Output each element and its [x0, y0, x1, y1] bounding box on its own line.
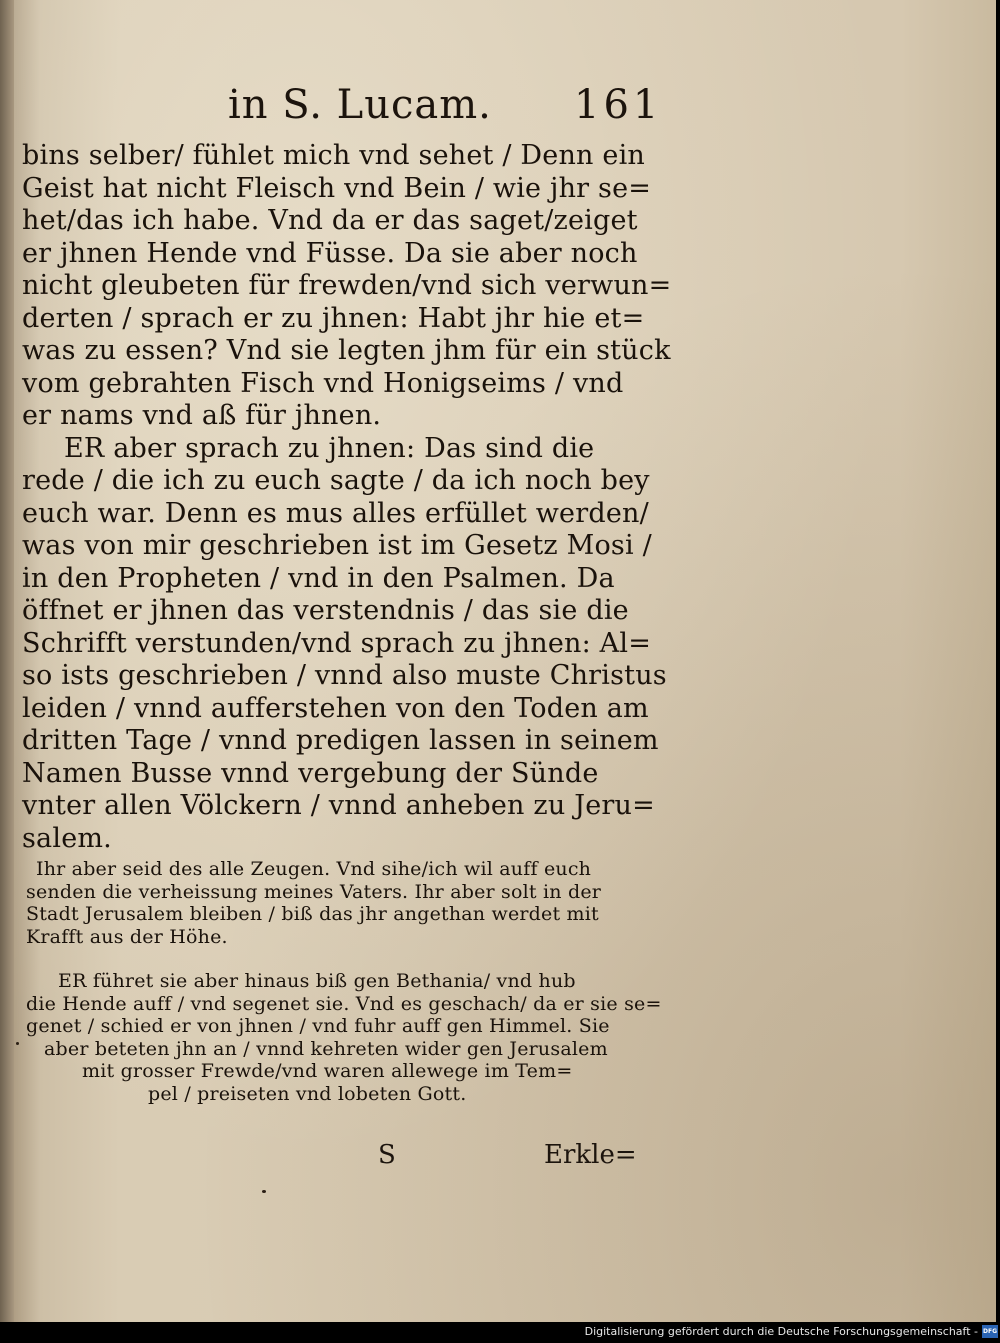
- text-line: öffnet er jhnen das verstendnis / das sie die: [22, 595, 629, 626]
- ink-speck: [16, 1042, 19, 1045]
- text-line: was von mir geschrieben ist im Gesetz Mosi /: [22, 530, 652, 561]
- page-gutter-shadow: [0, 0, 14, 1322]
- text-line: leiden / vnnd aufferstehen von den Toden am: [22, 692, 649, 724]
- text-line: Stadt Jerusalem bleiben / biß das jhr angethan werdet mit: [26, 903, 599, 925]
- digitization-footer: [0, 1322, 1000, 1343]
- page-foot-marks: [0, 1140, 996, 1180]
- text-line: bins selber/ fühlet mich vnd sehet / Denn ein: [22, 140, 646, 171]
- main-text-block: [22, 140, 672, 855]
- page-number: 161: [574, 82, 663, 128]
- catchword: Erkle=: [544, 1140, 637, 1170]
- text-line: aber beteten jhn an / vnnd kehreten wider gen Jerusalem: [44, 1037, 608, 1060]
- text-line: mit grosser Frewde/vnd waren allewege im Tem=: [82, 1060, 573, 1082]
- small-paragraph-1: [26, 858, 666, 948]
- text-line: derten / sprach er zu jhnen: Habt jhr hie et=: [22, 302, 645, 334]
- small-paragraph-2: [26, 970, 666, 1105]
- text-line: Geist hat nicht Fleisch vnd Bein / wie jhr se=: [22, 172, 652, 204]
- text-line: genet / schied er von jhnen / vnd fuhr auff gen Himmel. Sie: [26, 1015, 610, 1037]
- text-line: die Hende auff / vnd segenet sie. Vnd es geschach/ da er sie se=: [26, 992, 662, 1015]
- text-line: dritten Tage / vnnd predigen lassen in seinem: [22, 725, 659, 756]
- dfg-logo-icon: DFG: [982, 1325, 998, 1338]
- text-line: Ihr aber seid des alle Zeugen. Vnd sihe/ich wil auff euch: [36, 858, 592, 880]
- text-line: pel / preiseten vnd lobeten Gott.: [148, 1082, 467, 1105]
- text-line: ER aber sprach zu jhnen: Das sind die: [64, 432, 595, 464]
- text-line: senden die verheissung meines Vaters. Ihr aber solt in der: [26, 880, 602, 903]
- text-line: ER führet sie aber hinaus biß gen Bethania/ vnd hub: [58, 970, 576, 992]
- text-line: rede / die ich zu euch sagte / da ich noch bey: [22, 465, 650, 496]
- text-line: was zu essen? Vnd sie legten jhm für ein stück: [22, 335, 671, 366]
- text-line: Schrifft verstunden/vnd sprach zu jhnen: Al=: [22, 627, 652, 659]
- funding-credit: Digitalisierung gefördert durch die Deutsche Forschungsgemeinschaft -: [584, 1325, 978, 1338]
- running-head: in S. Lucam.: [228, 82, 492, 128]
- text-line: in den Propheten / vnd in den Psalmen. Da: [22, 562, 615, 594]
- text-line: er jhnen Hende vnd Füsse. Da sie aber noch: [22, 237, 638, 269]
- text-line: vnter allen Völckern / vnnd anheben zu Jeru=: [22, 790, 655, 821]
- text-line: so ists geschrieben / vnnd also muste Christus: [22, 660, 667, 691]
- text-line: vom gebrahten Fisch vnd Honigseims / vnd: [22, 367, 624, 399]
- signature-mark: S: [378, 1140, 396, 1170]
- page-header: [0, 82, 996, 132]
- text-line: Krafft aus der Höhe.: [26, 925, 228, 948]
- text-line: Namen Busse vnnd vergebung der Sünde: [22, 757, 599, 789]
- text-line: er nams vnd aß für jhnen.: [22, 400, 382, 431]
- text-line: euch war. Denn es mus alles erfüllet werden/: [22, 497, 649, 529]
- text-line: het/das ich habe. Vnd da er das saget/zeiget: [22, 205, 638, 236]
- ink-speck: [262, 1190, 266, 1193]
- text-line: salem.: [22, 822, 112, 854]
- text-line: nicht gleubeten für frewden/vnd sich verwun=: [22, 270, 672, 301]
